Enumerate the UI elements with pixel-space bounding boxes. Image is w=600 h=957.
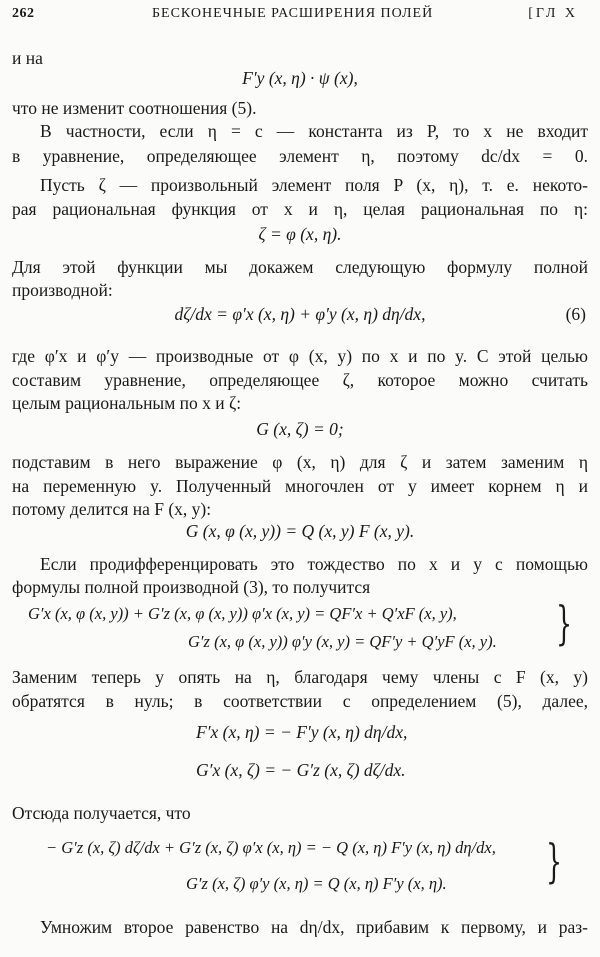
page-header (12, 6, 588, 30)
right-brace: } (546, 834, 563, 888)
equation: G (x, ζ) = 0; (256, 419, 344, 439)
equation: G (x, φ (x, y)) = Q (x, y) F (x, y). (185, 521, 415, 541)
equation: F′y (x, η) · ψ (x), (242, 68, 358, 88)
equation: − G′z (x, ζ) dζ/dx + G′z (x, ζ) φ′x (x, η) = − Q (x, η) F′y (x, η) dη/dx, (46, 838, 496, 857)
equation: dζ/dx = φ′x (x, η) + φ′y (x, η) dη/dx, (174, 304, 426, 324)
chapter-marker: [ГЛ X (528, 6, 578, 21)
text-line: потому делится на F (x, y): (12, 499, 212, 519)
text-line: Если продифференцировать это тождество по x и y с помощью (40, 554, 588, 574)
equation: ζ = φ (x, η). (258, 224, 342, 244)
equation: G′x (x, φ (x, y)) + G′z (x, φ (x, y)) φ′x (x, y) = QF′x + Q′xF (x, y), (28, 604, 457, 623)
text-line: где φ′x и φ′y — производные от φ (x, y) по x и по y. С этой целью (12, 346, 588, 366)
right-brace: } (556, 596, 573, 650)
text-line: Отсюда получается, что (12, 803, 191, 823)
page-number: 262 (12, 6, 35, 21)
equation-number: (6) (565, 304, 586, 324)
equation: G′z (x, φ (x, y)) φ′y (x, y) = QF′y + Q′yF (x, y). (188, 632, 497, 651)
text-line: рая рациональная функция от x и η, целая рациональная по η: (12, 199, 588, 219)
text-line: Для этой функции мы докажем следующую формулу полной (12, 257, 588, 277)
text-line: производной: (12, 280, 113, 300)
equation: G′z (x, ζ) φ′y (x, η) = Q (x, η) F′y (x, η). (186, 874, 447, 893)
text-line: Пусть ζ — произвольный элемент поля P (x, η), т. е. некото- (40, 175, 588, 195)
text-line: на переменную y. Полученный многочлен от y имеет корнем η и (12, 476, 588, 496)
running-title: БЕСКОНЕЧНЫЕ РАСШИРЕНИЯ ПОЛЕЙ (152, 6, 434, 21)
text-line: Умножим второе равенство на dη/dx, прибавим к первому, и раз- (40, 917, 588, 937)
text-line: составим уравнение, определяющее ζ, которое можно считать (12, 370, 588, 390)
text-line: подставим в него выражение φ (x, η) для ζ и затем заменим η (12, 452, 588, 472)
equation: G′x (x, ζ) = − G′z (x, ζ) dζ/dx. (196, 760, 406, 780)
text-line: Заменим теперь y опять на η, благодаря чему члены с F (x, y) (12, 667, 588, 687)
text-line: обратятся в нуль; в соответствии с определением (5), далее, (12, 691, 588, 711)
text-line: целым рациональным по x и ζ: (12, 393, 242, 413)
text-line: и на (12, 48, 43, 68)
equation: F′x (x, η) = − F′y (x, η) dη/dx, (196, 722, 408, 742)
text-line: формулы полной производной (3), то получится (12, 577, 371, 597)
text-line: что не изменит соотношения (5). (12, 98, 257, 118)
text-line: В частности, если η = c — константа из P, то x не входит (40, 121, 588, 141)
text-line: в уравнение, определяющее элемент η, поэтому dc/dx = 0. (12, 146, 588, 166)
